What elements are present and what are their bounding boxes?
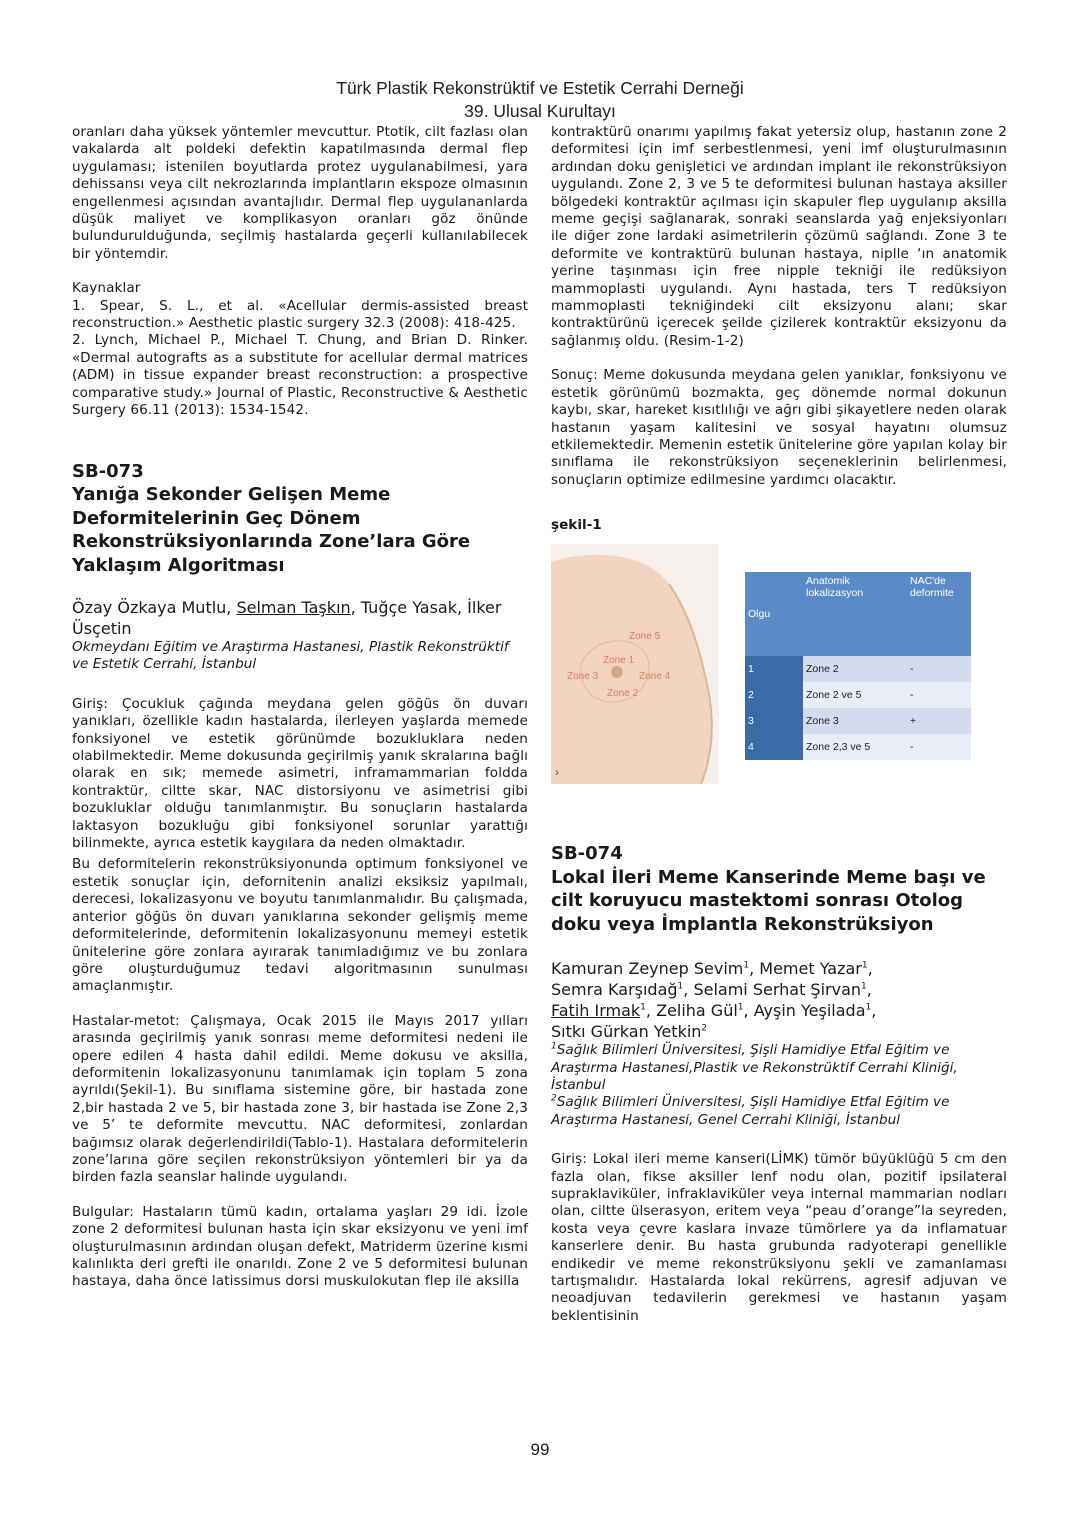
paragraph-dermal-flep: oranları daha yüksek yöntemler mevcuttur. Ptotik, cilt fazlası olan vakalarda alt poldeki defektin kapatılmasında dermal flep uygulaması; istenilen boyutlarda protez uygulanabilmesi, yara dehissansı veya cilt nekrozlarında implantların ekspoze olmasının engellenmesi açısından avantajlıdır. Dermal flep uygulananlarda düşük maliyet ve komplikasyon oranları göz önünde bulundurulduğunda, seçilmiş hastalarda geçerli kullanılabilecek bir yöntemdir. (72, 124, 528, 262)
page-number: 99 (530, 1440, 550, 1459)
table-header-olgu: Olgu (748, 608, 771, 621)
svg-text:›: › (555, 765, 559, 780)
table-row: 2 Zone 2 ve 5 - (745, 682, 971, 708)
affiliation-sb073: Okmeydanı Eğitim ve Araştırma Hastanesi, Plastik Rekonstrüktif ve Estetik Cerrahi, İstanbul (72, 639, 509, 673)
zone-5-label: Zone 5 (629, 631, 661, 643)
abstract-code-sb073: SB-073 (72, 460, 144, 482)
figure-table (745, 572, 971, 760)
header-line-1: Türk Plastik Rekonstrüktif ve Estetik Cerrahi Derneği (336, 78, 744, 98)
left-column (72, 124, 528, 1291)
table-header-nac: NAC'de deformite (910, 575, 954, 600)
presenting-author: Selman Taşkın (236, 598, 351, 617)
nipple (611, 666, 623, 678)
table-header-row (745, 572, 971, 656)
authors-sb073: Özay Özkaya Mutlu, Selman Taşkın, Tuğçe Yasak, İlker Üsçetin (72, 598, 502, 638)
table-row: 3 Zone 3 + (745, 708, 971, 734)
paragraph-sonuc: Sonuç: Meme dokusunda meydana gelen yanıklar, fonksiyonu ve estetik görünümü bozmakta, geç dönemde normal dokunun kaybı, skar, hareket kısıtlılığı ve ağrı gibi şikayetlere neden olarak hastanın yaşam kalitesini ve sosyal hayatını olumsuz etkilemektedir. Memenin estetik ünitelerine göre yapılan kolay bir sınıflama ile rekonstrüksiyon seçeneklerinin belirlenmesi, sonuçların optimize edilmesine yardımcı olacaktır. (551, 367, 1007, 488)
paragraph-giris-sb074: Giriş: Lokal ileri meme kanseri(LİMK) tümör büyüklüğü 5 cm den fazla olan, fikse aksiller lenf nodu olan, pozitif ipsilateral supraklaviküler, infraklaviküler veya internal mammarian nodları olan, ciltte ülserasyon, eritem veya “peau d’orange”la seyreden, kosta veya çevre kaslara invaze tümörlere ya da inflamatuar kanserlere denir. Bu hasta grubunda radyoterapi genellikle endikedir ve meme rekonstrüksiyonu şekli ve zamanlaması tartışmalıdır. Hastalarda lokal rekürrens, agresif adjuvan ve neoadjuvan tedavilerin gerekmesi ve hastanın yaşam beklentisinin (551, 1151, 1007, 1324)
figure-caption: şekil-1 (551, 517, 602, 534)
presenting-author: Fatih Irmak (551, 1001, 641, 1021)
zone-4-label: Zone 4 (639, 671, 671, 683)
table-header-lokalizasyon: Anatomik lokalizasyon (806, 575, 864, 600)
reference-1: 1. Spear, S. L., et al. «Acellular dermis-assisted breast reconstruction.» Aesthetic plastic surgery 32.3 (2008): 418-425. (72, 297, 528, 332)
right-column (551, 124, 1007, 1325)
affiliation-1-sb074: $^1$Sağlık Bilimleri Üniversitesi, Şişli Hamidiye Etfal Eğitim ve Araştırma Hastanesi,Plastik ve Rekonstrüktif Cerrahi Kliniği, İstanbul (551, 1041, 958, 1093)
abstract-code-sb074: SB-074 (551, 843, 623, 865)
zone-2-label: Zone 2 (607, 688, 639, 700)
figure-zones (551, 544, 1007, 794)
authors-sb074: Kamuran Zeynep Sevim$^1$, Memet Yazar$^1$, Semra Karşıdağ$^1$, Selami Serhat Şirvan$^1$, Fatih Irmak$^1$, Zeliha Gül$^1$, Ayşin Yeşilada$^1$, Sıtkı Gürkan Yetkin$^2$ (551, 959, 877, 1042)
references-title: Kaynaklar (72, 280, 141, 297)
reference-2: 2. Lynch, Michael P., Michael T. Chung, and Brian D. Rinker. «Dermal autografts as a substitute for acellular dermal matrices (ADM) in tissue expander breast reconstruction: a prospective comparative study.» Journal of Plastic, Reconstructive & Aesthetic Surgery 66.11 (2013): 1534-1542. (72, 332, 528, 419)
table-row: 4 Zone 2,3 ve 5 - (745, 734, 971, 760)
abstract-title-sb074: Lokal İleri Meme Kanserinde Meme başı ve cilt koruyucu mastektomi sonrası Otolog doku veya İmplantla Rekonstrüksiyon (551, 866, 986, 935)
table-row: 1 Zone 2 - (745, 656, 971, 682)
paragraph-giris-sb073: Giriş: Çocukluk çağında meydana gelen göğüs ön duvarı yanıkları, özellikle kadın hastalarda, ilerleyen yaşlarda memede fonksiyonel ve estetik görünümde bozukluklara neden olabilmektedir. Meme dokusunda geçirilmiş yanık skralarına bağlı olarak en sık; memede asimetri, inframammarian foldda kontraktür, ciltte skar, NAC distorsiyonu ve asimetrisi gibi bozukluklar olduğu tanımlanmıştır. Bu sonuçların hastalarda laktasyon bozukluğu gibi fonksiyonel sorunlar yarattığı bilinmekte, ayrıca estetik kaygılara da neden olmaktadır. (72, 695, 528, 852)
header-line-2: 39. Ulusal Kurultayı (464, 101, 616, 121)
zone-3-label: Zone 3 (567, 671, 599, 683)
paragraph-amac-sb073: Bu deformitelerin rekonstrüksiyonunda optimum fonksiyonel ve estetik sonuçlar için, defornitenin analizi eksiksiz yapılmalı, derecesi, lokalizasyonu ve boyutu tanımlanmalıdır. Bu çalışmada, anterior göğüs ön duvarı yanıklarına sekonder gelişmiş meme deformitelerinde, deformitenin lokalizasyonunu memeyi estetik ünitelerine göre zonlara ayırarak tanımladığımız ve bu zonlara göre oluşturduğumuz tedavi algoritmasının sunulması amaçlanmıştır. (72, 856, 528, 995)
paragraph-hastalar-metot: Hastalar-metot: Çalışmaya, Ocak 2015 ile Mayıs 2017 yılları arasında geçirilmiş yanık sonrası meme deformitesi nedeni ile opere edilen 4 hasta dahil edildi. Meme dokusu ve aksilla, deformitenin lokalizasyonunu tanımlamak için toplam 5 zona ayrıldı(Şekil-1). Bu sınıflama sistemine göre, bir hastada zone 2,bir hastada 2 ve 5, bir hastada zone 3, bir hastada ise Zone 2,3 ve 5’ te deformite mevcuttu. NAC deformitesi, zonlardan bağımsız olarak değerlendirildi(Tablo-1). Hastalara deformitelerin zone’larına göre seçilen rekonstrüksiyon yöntemleri bir ya da birden fazla seanslar halinde uygulandı. (72, 1012, 528, 1186)
paragraph-bulgular: Bulgular: Hastaların tümü kadın, ortalama yaşları 29 idi. İzole zone 2 deformitesi bulunan hasta için skar eksizyonu ve yeni imf oluşturulmasının ardından oluşan defekt, Matriderm üzerine kısmi kalınlıkta deri grefti ile onarıldı. Zone 2 ve 5 deformitesi bulunan hastaya, daha önce latissimus dorsi muskulokutan flep ile aksilla (72, 1203, 528, 1290)
zone-1-label: Zone 1 (603, 655, 635, 667)
abstract-title-sb073: Yanığa Sekonder Gelişen Meme Deformitelerinin Geç Dönem Rekonstrüksiyonlarında Zone’lara Göre Yaklaşım Algoritması (72, 484, 471, 576)
paragraph-bulgular-cont: kontraktürü onarımı yapılmış fakat yetersiz olup, hastanın zone 2 deformitesi için imf serbestlenmesi, yeni imf oluşturulmasının ardından doku genişletici ve ardından implant ile rekonstrüksiyon uygulandı. Zone 2, 3 ve 5 te deformitesi bulunan hastaya aksiller bölgedeki kontraktür açılması için skapuler flep uygulanıp aksilla meme geçişi sağlanarak, sonraki seanslarda yağ enjeksiyonları ile diğer zone lardaki asimetrilerin çözümü sağlandı. Zone 3 te deformite ve kontraktürü bulunan hastaya, niplle ‘ın anatomik yerine taşınması için free nipple tekniği ile redüksiyon mammoplasti uygulandı. Aynı hastada, ters T redüksiyon mammoplasti tekniğindeki cilt eksizyonu alanı; skar kontraktürünü içerecek şeilde çizilerek kontraktür eksizyonu da sağlanmış oldu. (Resim-1-2) (551, 124, 1007, 349)
page-header (0, 77, 1080, 123)
affiliation-2-sb074: $^2$Sağlık Bilimleri Üniversitesi, Şişli Hamidiye Etfal Eğitim ve Araştırma Hastanesi, Genel Cerrahi Kliniği, İstanbul (551, 1093, 950, 1128)
